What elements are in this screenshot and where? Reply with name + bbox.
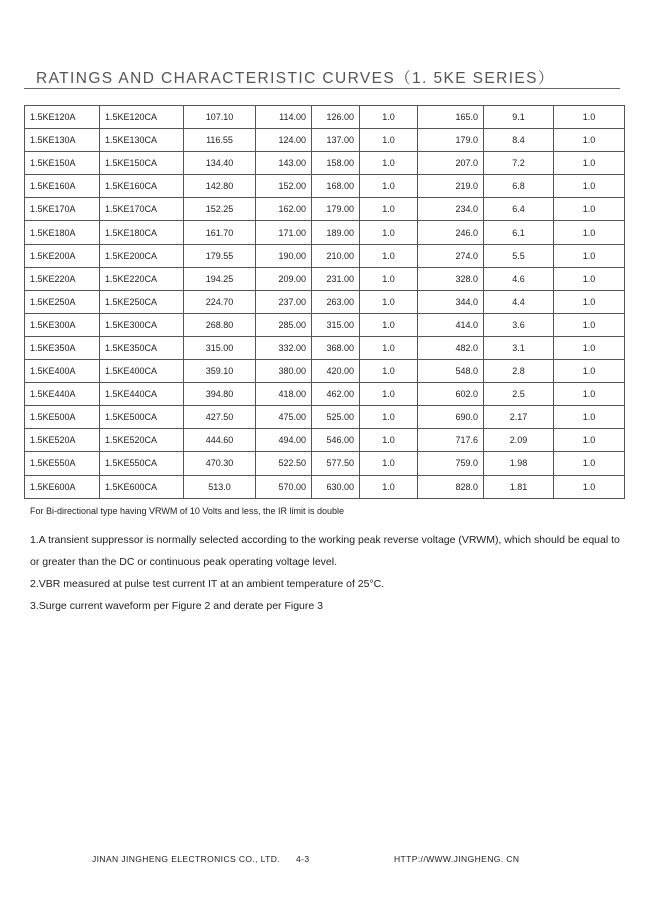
cell-ir: 1.0	[554, 244, 625, 267]
cell-vc: 234.0	[418, 198, 484, 221]
cell-vrwm: 470.30	[184, 452, 256, 475]
cell-vc: 759.0	[418, 452, 484, 475]
cell-ipp: 6.1	[484, 221, 554, 244]
cell-vbr-min: 285.00	[256, 313, 312, 336]
cell-ir: 1.0	[554, 336, 625, 359]
cell-ipp: 1.98	[484, 452, 554, 475]
cell-device-bidirectional: 1.5KE150CA	[100, 152, 184, 175]
cell-vbr-max: 158.00	[312, 152, 360, 175]
cell-vrwm: 444.60	[184, 429, 256, 452]
table-row	[25, 129, 625, 152]
cell-vc: 219.0	[418, 175, 484, 198]
table-row	[25, 221, 625, 244]
cell-vbr-max: 462.00	[312, 383, 360, 406]
cell-device-unidirectional: 1.5KE250A	[25, 290, 100, 313]
cell-device-bidirectional: 1.5KE300CA	[100, 313, 184, 336]
cell-device-unidirectional: 1.5KE170A	[25, 198, 100, 221]
cell-vbr-min: 190.00	[256, 244, 312, 267]
cell-device-unidirectional: 1.5KE400A	[25, 360, 100, 383]
cell-device-unidirectional: 1.5KE130A	[25, 129, 100, 152]
cell-ipp: 2.09	[484, 429, 554, 452]
table-row	[25, 106, 625, 129]
cell-vbr-max: 126.00	[312, 106, 360, 129]
cell-vc: 165.0	[418, 106, 484, 129]
note-3: 3.Surge current waveform per Figure 2 and derate per Figure 3	[30, 600, 323, 612]
table-row	[25, 152, 625, 175]
note-1: 1.A transient suppressor is normally selected according to the working peak reverse voltage (VRWM), which should be equal to or greater than the DC or continuous peak operating voltage level.	[30, 534, 620, 568]
cell-vbr-min: 124.00	[256, 129, 312, 152]
cell-vc: 328.0	[418, 267, 484, 290]
table-row	[25, 406, 625, 429]
cell-vbr-max: 577.50	[312, 452, 360, 475]
cell-it: 1.0	[360, 475, 418, 498]
note-2: 2.VBR measured at pulse test current IT at an ambient temperature of 25°C.	[30, 578, 385, 590]
cell-it: 1.0	[360, 336, 418, 359]
ratings-table-body	[25, 106, 625, 499]
table-row	[25, 198, 625, 221]
table-row	[25, 336, 625, 359]
cell-vbr-min: 209.00	[256, 267, 312, 290]
cell-ipp: 3.6	[484, 313, 554, 336]
page-number: 4-3	[296, 854, 310, 864]
cell-ipp: 2.17	[484, 406, 554, 429]
cell-vbr-min: 114.00	[256, 106, 312, 129]
cell-device-unidirectional: 1.5KE500A	[25, 406, 100, 429]
cell-it: 1.0	[360, 406, 418, 429]
cell-device-unidirectional: 1.5KE160A	[25, 175, 100, 198]
cell-device-unidirectional: 1.5KE220A	[25, 267, 100, 290]
cell-vbr-max: 189.00	[312, 221, 360, 244]
cell-vc: 717.6	[418, 429, 484, 452]
cell-vbr-max: 525.00	[312, 406, 360, 429]
cell-device-unidirectional: 1.5KE120A	[25, 106, 100, 129]
cell-ir: 1.0	[554, 360, 625, 383]
cell-device-bidirectional: 1.5KE520CA	[100, 429, 184, 452]
cell-device-bidirectional: 1.5KE130CA	[100, 129, 184, 152]
cell-ipp: 5.5	[484, 244, 554, 267]
table-row	[25, 360, 625, 383]
cell-device-unidirectional: 1.5KE550A	[25, 452, 100, 475]
cell-vrwm: 107.10	[184, 106, 256, 129]
cell-ipp: 8.4	[484, 129, 554, 152]
cell-device-bidirectional: 1.5KE440CA	[100, 383, 184, 406]
cell-vbr-max: 168.00	[312, 175, 360, 198]
cell-ipp: 4.6	[484, 267, 554, 290]
cell-vbr-min: 475.00	[256, 406, 312, 429]
cell-ipp: 2.5	[484, 383, 554, 406]
cell-device-unidirectional: 1.5KE440A	[25, 383, 100, 406]
table-row	[25, 383, 625, 406]
cell-vc: 274.0	[418, 244, 484, 267]
cell-vrwm: 152.25	[184, 198, 256, 221]
cell-ir: 1.0	[554, 221, 625, 244]
cell-ipp: 7.2	[484, 152, 554, 175]
cell-vc: 482.0	[418, 336, 484, 359]
cell-vbr-max: 179.00	[312, 198, 360, 221]
cell-ipp: 6.4	[484, 198, 554, 221]
cell-vc: 548.0	[418, 360, 484, 383]
cell-it: 1.0	[360, 360, 418, 383]
cell-device-unidirectional: 1.5KE200A	[25, 244, 100, 267]
table-row	[25, 475, 625, 498]
cell-it: 1.0	[360, 106, 418, 129]
cell-it: 1.0	[360, 152, 418, 175]
cell-vbr-min: 418.00	[256, 383, 312, 406]
cell-vbr-max: 210.00	[312, 244, 360, 267]
cell-ipp: 2.8	[484, 360, 554, 383]
table-row	[25, 267, 625, 290]
cell-device-bidirectional: 1.5KE350CA	[100, 336, 184, 359]
cell-vbr-min: 143.00	[256, 152, 312, 175]
cell-it: 1.0	[360, 290, 418, 313]
cell-device-bidirectional: 1.5KE160CA	[100, 175, 184, 198]
cell-device-bidirectional: 1.5KE250CA	[100, 290, 184, 313]
cell-vc: 344.0	[418, 290, 484, 313]
cell-vrwm: 116.55	[184, 129, 256, 152]
cell-device-bidirectional: 1.5KE180CA	[100, 221, 184, 244]
cell-vrwm: 194.25	[184, 267, 256, 290]
cell-vbr-max: 420.00	[312, 360, 360, 383]
cell-vbr-min: 237.00	[256, 290, 312, 313]
table-row	[25, 452, 625, 475]
cell-vbr-min: 494.00	[256, 429, 312, 452]
cell-device-bidirectional: 1.5KE550CA	[100, 452, 184, 475]
cell-it: 1.0	[360, 313, 418, 336]
cell-ir: 1.0	[554, 383, 625, 406]
cell-vrwm: 268.80	[184, 313, 256, 336]
cell-vc: 414.0	[418, 313, 484, 336]
cell-it: 1.0	[360, 129, 418, 152]
cell-vbr-max: 630.00	[312, 475, 360, 498]
footer-left	[92, 854, 310, 864]
cell-vc: 690.0	[418, 406, 484, 429]
cell-it: 1.0	[360, 244, 418, 267]
cell-device-bidirectional: 1.5KE400CA	[100, 360, 184, 383]
cell-ipp: 6.8	[484, 175, 554, 198]
cell-it: 1.0	[360, 221, 418, 244]
cell-device-unidirectional: 1.5KE350A	[25, 336, 100, 359]
cell-vbr-max: 368.00	[312, 336, 360, 359]
cell-ir: 1.0	[554, 267, 625, 290]
cell-ir: 1.0	[554, 175, 625, 198]
cell-device-unidirectional: 1.5KE180A	[25, 221, 100, 244]
cell-ir: 1.0	[554, 198, 625, 221]
cell-vbr-max: 315.00	[312, 313, 360, 336]
notes-section	[30, 506, 620, 617]
website-url: HTTP://WWW.JINGHENG. CN	[394, 854, 520, 864]
cell-device-bidirectional: 1.5KE200CA	[100, 244, 184, 267]
cell-it: 1.0	[360, 452, 418, 475]
page-title: RATINGS AND CHARACTERISTIC CURVES（1. 5KE SERIES）	[36, 70, 555, 87]
cell-it: 1.0	[360, 198, 418, 221]
cell-device-bidirectional: 1.5KE220CA	[100, 267, 184, 290]
ratings-table	[24, 105, 625, 499]
cell-ir: 1.0	[554, 152, 625, 175]
cell-vrwm: 142.80	[184, 175, 256, 198]
company-name: JINAN JINGHENG ELECTRONICS CO., LTD.	[92, 854, 281, 864]
title-underline	[24, 88, 620, 89]
cell-vrwm: 513.0	[184, 475, 256, 498]
cell-ir: 1.0	[554, 290, 625, 313]
table-row	[25, 313, 625, 336]
cell-vbr-min: 522.50	[256, 452, 312, 475]
bidirectional-note: For Bi-directional type having VRWM of 10 Volts and less, the IR limit is double	[30, 506, 344, 516]
cell-vc: 179.0	[418, 129, 484, 152]
cell-device-bidirectional: 1.5KE170CA	[100, 198, 184, 221]
cell-vc: 602.0	[418, 383, 484, 406]
cell-ir: 1.0	[554, 475, 625, 498]
cell-it: 1.0	[360, 383, 418, 406]
cell-vc: 828.0	[418, 475, 484, 498]
cell-device-unidirectional: 1.5KE150A	[25, 152, 100, 175]
cell-device-unidirectional: 1.5KE600A	[25, 475, 100, 498]
cell-vbr-max: 546.00	[312, 429, 360, 452]
cell-device-bidirectional: 1.5KE600CA	[100, 475, 184, 498]
cell-vrwm: 179.55	[184, 244, 256, 267]
table-row	[25, 175, 625, 198]
cell-vbr-max: 137.00	[312, 129, 360, 152]
cell-vrwm: 134.40	[184, 152, 256, 175]
cell-vbr-min: 380.00	[256, 360, 312, 383]
cell-ipp: 1.81	[484, 475, 554, 498]
cell-ir: 1.0	[554, 313, 625, 336]
cell-vrwm: 394.80	[184, 383, 256, 406]
cell-device-bidirectional: 1.5KE120CA	[100, 106, 184, 129]
cell-vbr-max: 231.00	[312, 267, 360, 290]
cell-vbr-min: 171.00	[256, 221, 312, 244]
cell-it: 1.0	[360, 175, 418, 198]
cell-vbr-min: 152.00	[256, 175, 312, 198]
cell-ir: 1.0	[554, 406, 625, 429]
cell-vbr-min: 570.00	[256, 475, 312, 498]
cell-vbr-max: 263.00	[312, 290, 360, 313]
cell-vbr-min: 162.00	[256, 198, 312, 221]
table-row	[25, 429, 625, 452]
cell-ipp: 4.4	[484, 290, 554, 313]
cell-ipp: 3.1	[484, 336, 554, 359]
cell-ir: 1.0	[554, 129, 625, 152]
table-row	[25, 290, 625, 313]
cell-ir: 1.0	[554, 452, 625, 475]
cell-vc: 246.0	[418, 221, 484, 244]
cell-ir: 1.0	[554, 106, 625, 129]
cell-vc: 207.0	[418, 152, 484, 175]
cell-vrwm: 224.70	[184, 290, 256, 313]
cell-it: 1.0	[360, 429, 418, 452]
cell-vrwm: 427.50	[184, 406, 256, 429]
cell-device-bidirectional: 1.5KE500CA	[100, 406, 184, 429]
cell-vrwm: 161.70	[184, 221, 256, 244]
cell-ir: 1.0	[554, 429, 625, 452]
cell-device-unidirectional: 1.5KE520A	[25, 429, 100, 452]
table-row	[25, 244, 625, 267]
cell-vrwm: 315.00	[184, 336, 256, 359]
cell-ipp: 9.1	[484, 106, 554, 129]
cell-vbr-min: 332.00	[256, 336, 312, 359]
cell-device-unidirectional: 1.5KE300A	[25, 313, 100, 336]
cell-vrwm: 359.10	[184, 360, 256, 383]
cell-it: 1.0	[360, 267, 418, 290]
